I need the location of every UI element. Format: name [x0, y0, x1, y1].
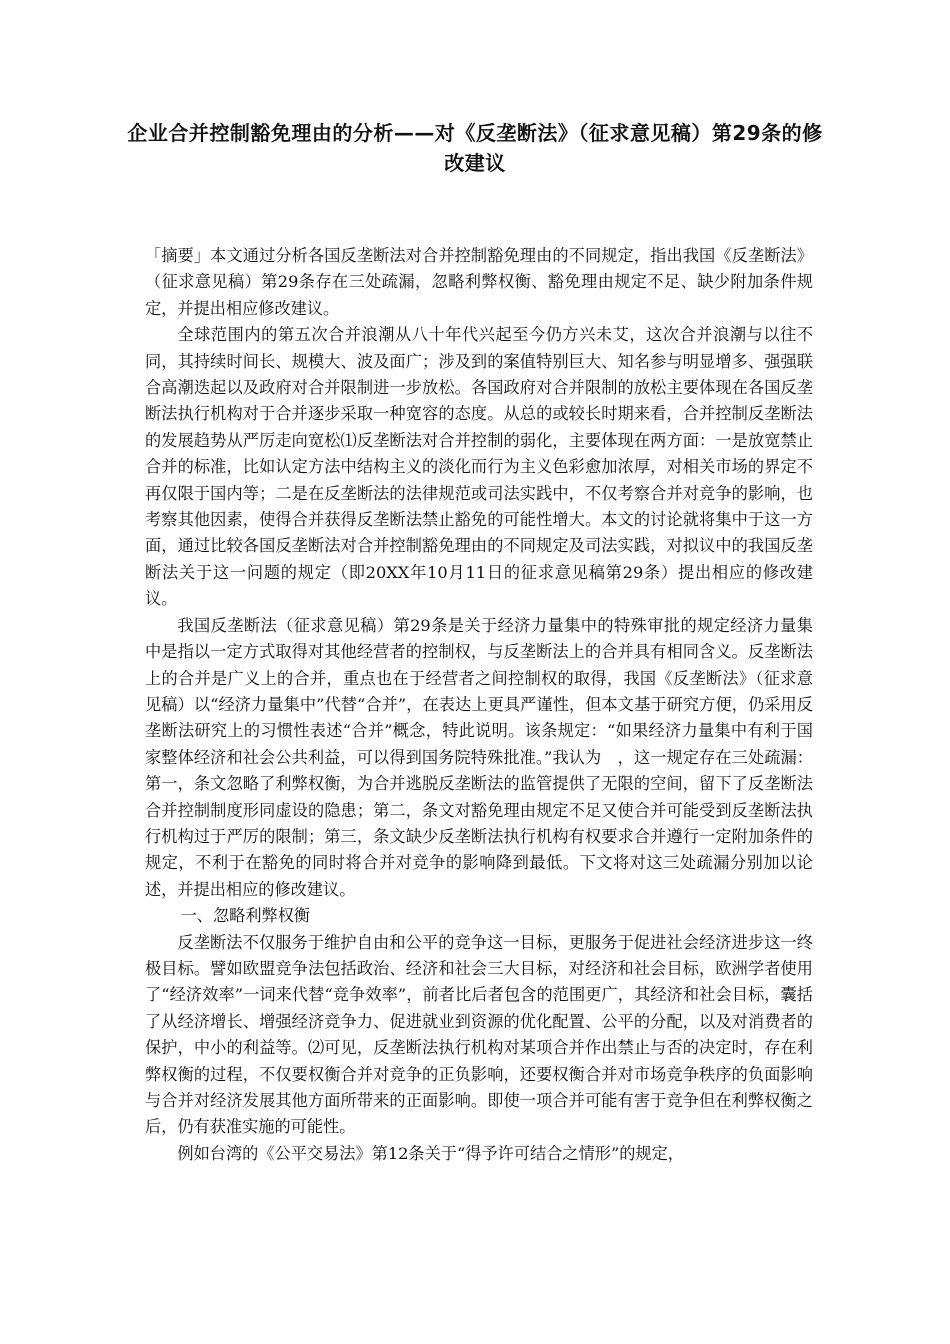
- document-body: [145, 243, 813, 1167]
- section-paragraph-2: 例如台湾的《公平交易法》第12条关于“得予许可结合之情形”的规定，: [177, 1143, 684, 1163]
- section-heading: 一、忽略利弊权衡: [180, 906, 311, 926]
- abstract-paragraph: 「摘要」本文通过分析各国反垄断法对合并控制豁免理由的不同规定，指出我国《反垄断法》（征求意见稿）第29条存在三处疏漏，忽略利弊权衡、豁免理由规定不足、缺少附加条件规定，并提出相应修改建议。: [145, 246, 813, 318]
- document-title: 企业合并控制豁免理由的分析——对《反垄断法》（征求意见稿）第29条的修改建议: [127, 121, 823, 175]
- body-paragraph-2: 我国反垄断法（征求意见稿）第29条是关于经济力量集中的特殊审批的规定经济力量集中是指以一定方式取得对其他经营者的控制权，与反垄断法上的合并具有相同含义。反垄断法上的合并是广义上的合并，重点也在于经营者之间控制权的取得，我国《反垄断法》（征求意见稿）以“经济力量集中”代替“合并”，在表达上更具严谨性，但本文基于研究方便，仍采用反垄断法研究上的习惯性表述“合并”概念，特此说明。该条规定：“如果经济力量集中有利于国家整体经济和社会公共利益，可以得到国务院特殊批准。”我认为 ，这一规定存在三处疏漏：第一，条文忽略了利弊权衡，为合并逃脱反垄断法的监管提供了无限的空间，留下了反垄断法合并控制制度形同虚设的隐患；第二，条文对豁免理由规定不足又使合并可能受到反垄断法执行机构过于严厉的限制；第三，条文缺少反垄断法执行机构有权要求合并遵行一定附加条件的规定，不利于在豁免的同时将合并对竞争的影响降到最低。下文将对这三处疏漏分别加以论述，并提出相应的修改建议。: [145, 615, 813, 899]
- body-paragraph-1: 全球范围内的第五次合并浪潮从八十年代兴起至今仍方兴未艾，这次合并浪潮与以往不同，其持续时间长、规模大、波及面广；涉及到的案值特别巨大、知名参与明显增多、强强联合高潮迭起以及政府对合并限制进一步放松。各国政府对合并限制的放松主要体现在各国反垄断法执行机构对于合并逐步采取一种宽容的态度。从总的或较长时期来看，合并控制反垄断法的发展趋势从严厉走向宽松⑴反垄断法对合并控制的弱化，主要体现在两方面：一是放宽禁止合并的标准，比如认定方法中结构主义的淡化而行为主义色彩愈加浓厚，对相关市场的界定不再仅限于国内等；二是在反垄断法的法律规范或司法实践中，不仅考察合并对竞争的影响，也考察其他因素，使得合并获得反垄断法禁止豁免的可能性增大。本文的讨论就将集中于这一方面，通过比较各国反垄断法对合并控制豁免理由的不同规定及司法实践，对拟议中的我国反垄断法关于这一问题的规定（即20XX年10月11日的征求意见稿第29条）提出相应的修改建议。: [145, 325, 814, 609]
- section-paragraph-1: 反垄断法不仅服务于维护自由和公平的竞争这一目标，更服务于促进社会经济进步这一终极目标。譬如欧盟竞争法包括政治、经济和社会三大目标，对经济和社会目标，欧洲学者使用了“经济效率”一词来代替“竞争效率”，前者比后者包含的范围更广，其经济和社会目标，囊括了从经济增长、增强经济竞争力、促进就业到资源的优化配置、公平的分配，以及对消费者的保护，中小的利益等。⑵可见，反垄断法执行机构对某项合并作出禁止与否的决定时，存在利弊权衡的过程，不仅要权衡合并对竞争的正负影响，还要权衡合并对市场竞争秩序的负面影响与合并对经济发展其他方面所带来的正面影响。即使一项合并可能有害于竞争但在利弊权衡之后，仍有获准实施的可能性。: [145, 932, 813, 1137]
